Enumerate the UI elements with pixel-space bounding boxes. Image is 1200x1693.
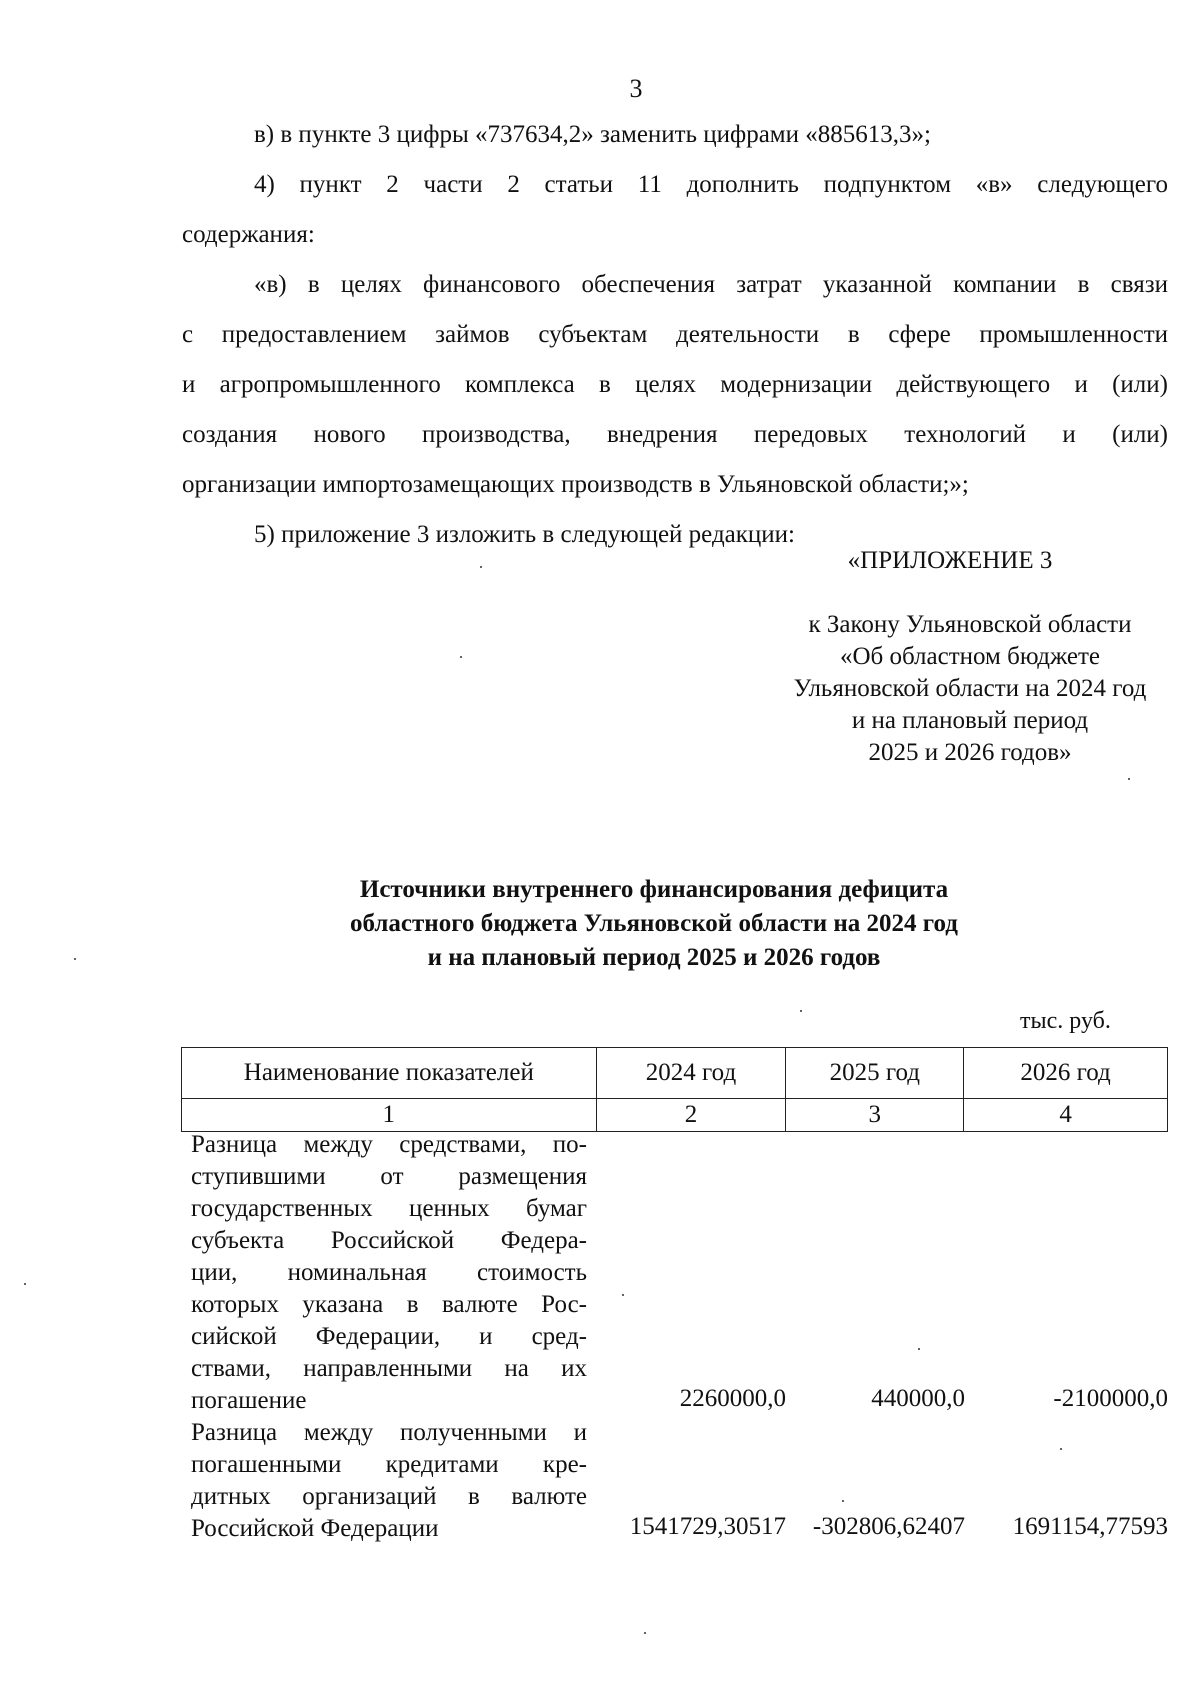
paragraph-4-line-2: содержания:: [182, 221, 315, 248]
row-1-name-line-3: государственных ценных бумаг: [191, 1195, 587, 1222]
document-title-line-3: и на плановый период 2025 и 2026 годов: [427, 944, 881, 971]
paragraph-5: 5) приложение 3 изложить в следующей редакции:: [254, 521, 795, 548]
scan-speck: [24, 1283, 26, 1285]
paragraph-4-line-1: 4) пункт 2 части 2 статьи 11 дополнить подпунктом «в» следующего: [254, 171, 1168, 198]
row-2-name-line-2: погашенными кредитами кре-: [191, 1451, 587, 1478]
row-1-value-2025: 440000,0: [871, 1385, 965, 1412]
column-number-3: 3: [786, 1099, 964, 1132]
header-name: Наименование показателей: [182, 1048, 597, 1099]
header-2026: 2026 год: [964, 1048, 1168, 1099]
row-1-name-line-2: ступившими от размещения: [191, 1163, 587, 1190]
scan-speck: [800, 1010, 802, 1012]
row-1-value-2026: -2100000,0: [1053, 1385, 1168, 1412]
page-number: 3: [629, 74, 643, 103]
header-2024: 2024 год: [596, 1048, 786, 1099]
document-title-line-1: Источники внутреннего финансирования дефицита: [359, 876, 949, 903]
document-title-line-2: областного бюджета Ульяновской области на 2024 год: [350, 910, 958, 937]
row-2-value-2026: 1691154,77593: [1012, 1513, 1168, 1540]
row-1-name-line-4: субъекта Российской Федера-: [191, 1227, 587, 1254]
appendix-line-4: и на плановый период: [851, 707, 1089, 734]
scan-speck: [1128, 778, 1130, 780]
units-label: тыс. руб.: [1020, 1008, 1111, 1034]
row-1-name-line-7: сийской Федерации, и сред-: [191, 1323, 587, 1350]
header-2025: 2025 год: [786, 1048, 964, 1099]
quote-line-1: «в) в целях финансового обеспечения затрат указанной компании в связи: [254, 271, 1168, 298]
appendix-line-5: 2025 и 2026 годов»: [868, 739, 1072, 766]
column-number-2: 2: [596, 1099, 786, 1132]
scan-speck: [918, 1348, 920, 1350]
table-row-2-name: [191, 1417, 587, 1545]
scan-speck: [644, 1632, 646, 1634]
row-1-name-line-5: ции, номинальная стоимость: [191, 1259, 587, 1286]
quote-line-2: с предоставлением займов субъектам деятельности в сфере промышленности: [182, 321, 1168, 348]
row-2-name-line-4: Российской Федерации: [191, 1515, 439, 1542]
scan-speck: [622, 1294, 624, 1296]
row-1-name-line-1: Разница между средствами, по-: [191, 1131, 587, 1158]
appendix-line-3: Ульяновской области на 2024 год: [793, 675, 1147, 702]
quote-line-5: организации импортозамещающих производств в Ульяновской области;»;: [182, 471, 969, 498]
appendix-line-2: «Об областном бюджете: [839, 643, 1101, 670]
table-row-1-name: [191, 1129, 587, 1417]
row-1-value-2024: 2260000,0: [679, 1385, 786, 1412]
column-number-4: 4: [964, 1099, 1168, 1132]
row-2-value-2024: 1541729,30517: [629, 1513, 786, 1540]
appendix-heading: «ПРИЛОЖЕНИЕ 3: [847, 547, 1053, 574]
table-header: [181, 1047, 1168, 1132]
row-2-name-line-3: дитных организаций в валюте: [191, 1483, 587, 1510]
quote-line-4: создания нового производства, внедрения передовых технологий и (или): [182, 421, 1168, 448]
scan-speck: [460, 656, 462, 658]
scan-speck: [74, 958, 76, 960]
row-1-name-line-9: погашение: [191, 1387, 307, 1414]
column-number-1: 1: [182, 1099, 597, 1132]
row-2-value-2025: -302806,62407: [812, 1513, 965, 1540]
paragraph-v: в) в пункте 3 цифры «737634,2» заменить цифрами «885613,3»;: [254, 121, 931, 148]
appendix-line-1: к Закону Ульяновской области: [808, 611, 1132, 638]
scan-speck: [1060, 1448, 1062, 1450]
quote-line-3: и агропромышленного комплекса в целях модернизации действующего и (или): [182, 371, 1168, 398]
scan-speck: [842, 1500, 844, 1502]
row-1-name-line-6: которых указана в валюте Рос-: [191, 1291, 587, 1318]
row-2-name-line-1: Разница между полученными и: [191, 1419, 587, 1446]
row-1-name-line-8: ствами, направленными на их: [191, 1355, 587, 1382]
scan-speck: [480, 566, 482, 568]
